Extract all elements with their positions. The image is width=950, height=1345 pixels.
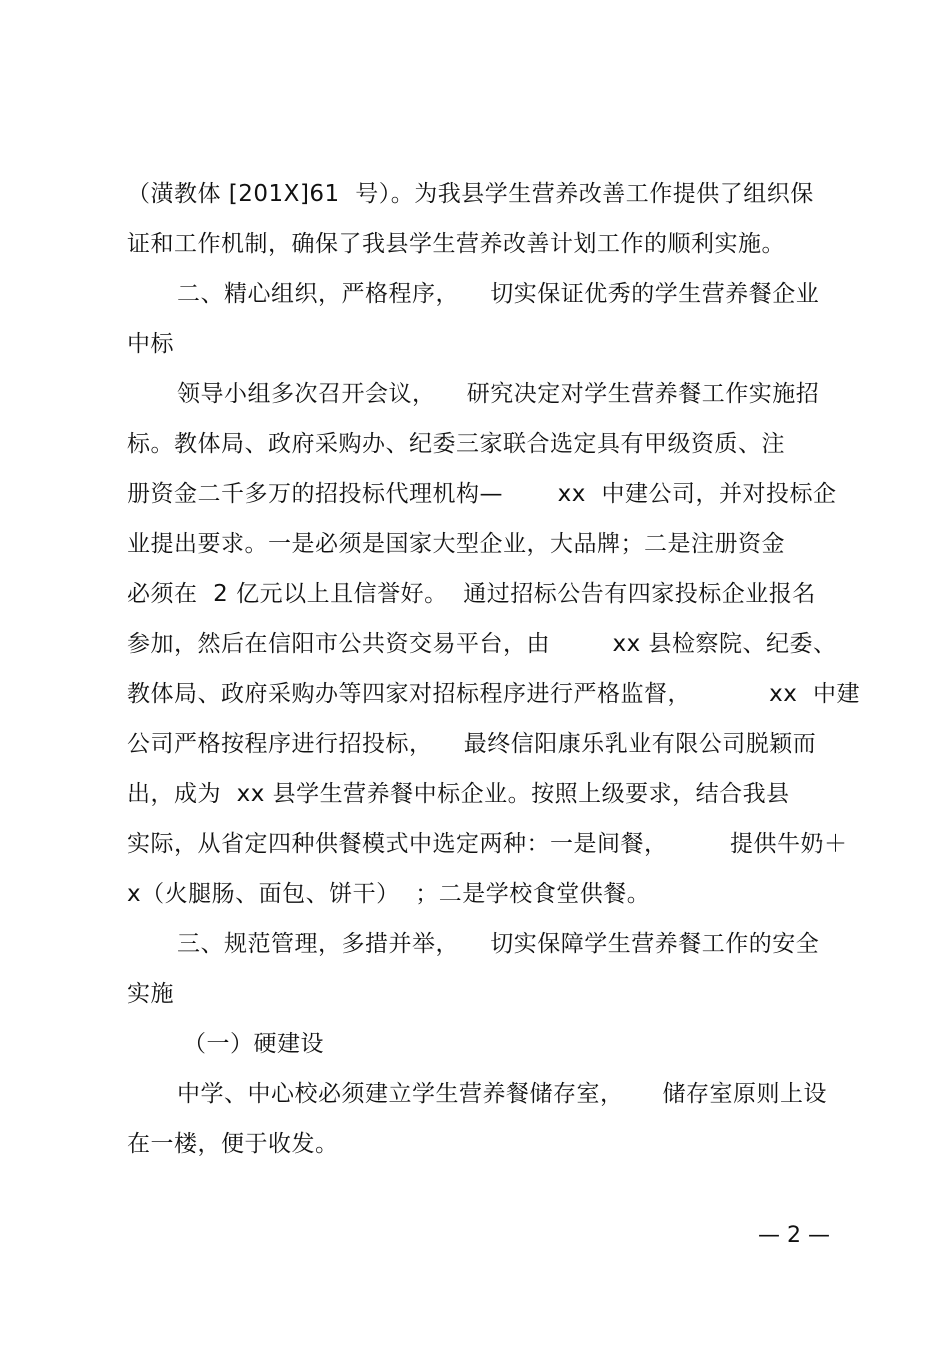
text-line: 在一楼，便于收发。 [127, 1131, 339, 1157]
text-line: 业提出要求。一是必须是国家大型企业，大品牌；二是注册资金 [127, 531, 785, 557]
text-line: 册资金二千多万的招投标代理机构— xx 中建公司，并对投标企 [127, 481, 837, 507]
text-line: 标。教体局、政府采购办、纪委三家联合选定具有甲级资质、注 [127, 431, 785, 457]
page-number: — 2 — [758, 1223, 830, 1248]
text-line: 证和工作机制，确保了我县学生营养改善计划工作的顺利实施。 [127, 231, 785, 257]
text-line: 领导小组多次召开会议， 研究决定对学生营养餐工作实施招 [177, 381, 820, 407]
text-line: x（火腿肠、面包、饼干） ；二是学校食堂供餐。 [127, 881, 651, 907]
text-line: （潢教体 [201X]61 号）。为我县学生营养改善工作提供了组织保 [127, 181, 814, 207]
section-heading: 二、精心组织，严格程序， 切实保证优秀的学生营养餐企业 [177, 281, 820, 307]
text-line: 教体局、政府采购办等四家对招标程序进行严格监督， xx 中建 [127, 681, 860, 707]
section-heading-continuation: 实施 [127, 981, 174, 1007]
text-line: 实际，从省定四种供餐模式中选定两种：一是间餐， 提供牛奶＋ [127, 831, 848, 857]
text-line: 必须在 2 亿元以上且信誉好。 通过招标公告有四家投标企业报名 [127, 581, 816, 607]
section-heading-continuation: 中标 [127, 331, 174, 357]
section-heading: 三、规范管理，多措并举， 切实保障学生营养餐工作的安全 [177, 931, 820, 957]
text-line: 公司严格按程序进行招投标， 最终信阳康乐乳业有限公司脱颖而 [127, 731, 817, 757]
text-line: 中学、中心校必须建立学生营养餐储存室， 储存室原则上设 [177, 1081, 828, 1107]
subsection-heading: （一）硬建设 [183, 1031, 324, 1057]
text-line: 出，成为 xx 县学生营养餐中标企业。按照上级要求，结合我县 [127, 781, 790, 807]
text-line: 参加，然后在信阳市公共资交易平台，由 xx 县检察院、纪委、 [127, 631, 837, 657]
